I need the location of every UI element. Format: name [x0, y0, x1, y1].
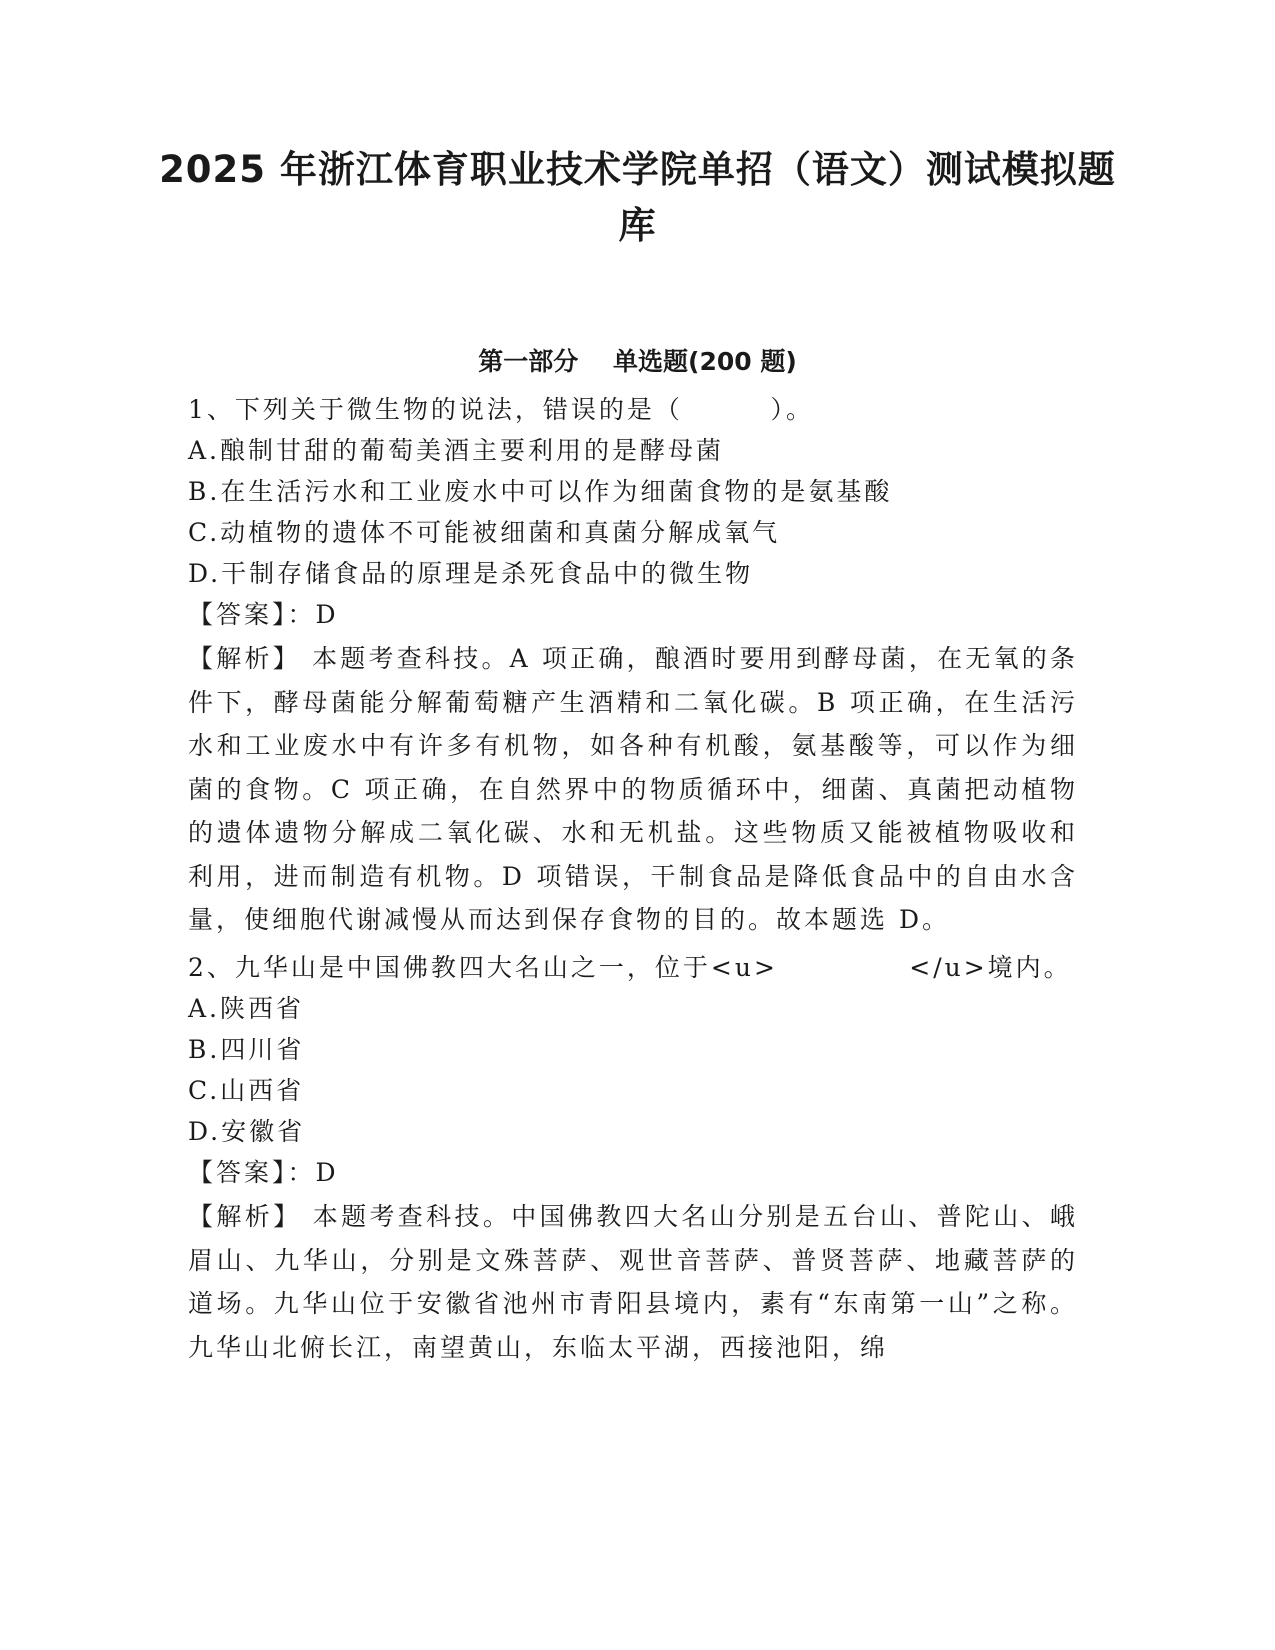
- question-1-option-b: B.在生活污水和工业废水中可以作为细菌食物的是氨基酸: [188, 477, 893, 506]
- question-2-option-b: B.四川省: [188, 1035, 305, 1064]
- question-2-option-c: C.山西省: [188, 1076, 305, 1105]
- question-2-stem: 2、九华山是中国佛教四大名山之一，位于<u> </u>境内。: [188, 953, 1072, 982]
- question-2-analysis: 【解析】 本题考查科技。中国佛教四大名山分别是五台山、普陀山、峨眉山、九华山，分别是文殊菩萨、观世音菩萨、普贤菩萨、地藏菩萨的道场。九华山位于安徽省池州市青阳县境内，素有“东南第一山”之称。九华山北俯长江，南望黄山，东临太平湖，西接池阳，绵: [188, 1202, 1078, 1362]
- question-1-answer: 【答案】：D: [188, 600, 339, 629]
- question-1-stem: 1、下列关于微生物的说法，错误的是（ ）。: [188, 395, 814, 424]
- section-heading: 第一部分 单选题(200 题): [478, 347, 797, 376]
- question-1-analysis: 【解析】 本题考查科技。A 项正确，酿酒时要用到酵母菌，在无氧的条件下，酵母菌能分解葡萄糖产生酒精和二氧化碳。B 项正确，在生活污水和工业废水中有许多有机物，如各种有机酸，氨基酸等，可以作为细菌的食物。C 项正确，在自然界中的物质循环中，细菌、真菌把动植物的遗体遗物分解成二氧化碳、水和无机盐。这些物质又能被植物吸收和利用，进而制造有机物。D 项错误，干制食品是降低食品中的自由水含量，使细胞代谢减慢从而达到保存食物的目的。故本题选 D。: [188, 644, 1078, 934]
- question-1-option-d: D.干制存储食品的原理是杀死食品中的微生物: [188, 559, 754, 588]
- question-2-option-d: D.安徽省: [188, 1117, 306, 1146]
- question-1-option-a: A.酿制甘甜的葡萄美酒主要利用的是酵母菌: [188, 436, 725, 465]
- question-2-answer: 【答案】：D: [188, 1158, 339, 1187]
- document-title: 2025 年浙江体育职业技术学院单招（语文）测试模拟题库: [159, 148, 1116, 247]
- question-1-option-c: C.动植物的遗体不可能被细菌和真菌分解成氧气: [188, 518, 781, 547]
- question-2-option-a: A.陕西省: [188, 994, 305, 1023]
